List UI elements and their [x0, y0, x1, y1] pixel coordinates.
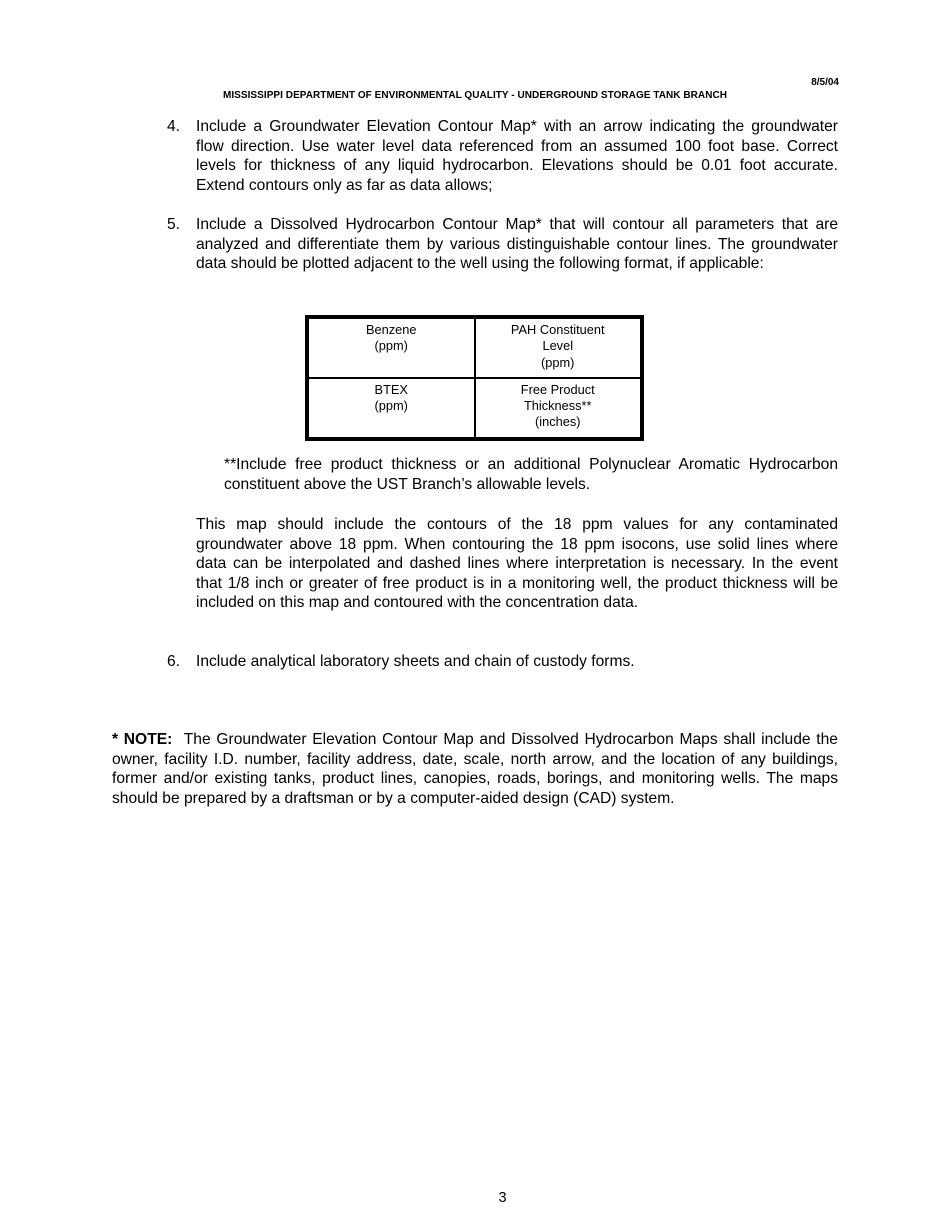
table-cell-btex: BTEX (ppm)	[307, 378, 475, 439]
note-paragraph	[112, 730, 838, 808]
list-item	[167, 117, 838, 195]
document-date: 8/5/04	[811, 77, 839, 88]
map-paragraph: This map should include the contours of the 18 ppm values for any contaminated groundwater above 18 ppm. When contouring the 18 ppm isocons, use solid lines where data can be interpolated and dashed lines where interpretation is necessary. In the event that 1/8 inch or greater of free product is in a monitoring well, the product thickness will be included on this map and contoured with the concentration data.	[196, 516, 838, 611]
data-format-table	[305, 315, 644, 441]
table-cell-free-product: Free Product Thickness** (inches)	[475, 378, 643, 439]
note-label: * NOTE:	[112, 731, 173, 748]
note-text: The Groundwater Elevation Contour Map and Dissolved Hydrocarbon Maps shall include the owner, facility I.D. number, facility address, date, scale, north arrow, and the location of any buildings, former and/or existing tanks, product lines, canopies, roads, borings, and monitoring wells. The maps should be prepared by a draftsman or by a computer-aided design (CAD) system.	[112, 731, 838, 807]
table-footnote: **Include free product thickness or an additional Polynuclear Aromatic Hydrocarbon constituent above the UST Branch’s allowable levels.	[224, 456, 838, 493]
table-cell-benzene: Benzene (ppm)	[307, 317, 475, 378]
table-row	[307, 378, 642, 439]
list-item-number: 5.	[167, 216, 181, 233]
list-item-text: Include a Dissolved Hydrocarbon Contour Map* that will contour all parameters that are analyzed and differentiate them by various distinguishable contour lines. The groundwater data should be plotted adjacent to the well using the following format, if applicable:	[196, 216, 838, 272]
list-item-number: 6.	[167, 653, 181, 670]
list-item	[167, 215, 838, 274]
table-cell-pah: PAH Constituent Level (ppm)	[475, 317, 643, 378]
page-number: 3	[498, 1190, 507, 1206]
list-item-text: Include a Groundwater Elevation Contour Map* with an arrow indicating the groundwater flow direction. Use water level data referenced from an assumed 100 foot base. Correct levels for thickness of any liquid hydrocarbon. Elevations should be 0.01 foot accurate. Extend contours only as far as data allows;	[196, 118, 838, 194]
list-item-number: 4.	[167, 118, 181, 135]
agency-header: MISSISSIPPI DEPARTMENT OF ENVIRONMENTAL QUALITY - UNDERGROUND STORAGE TANK BRANCH	[222, 90, 728, 101]
list-item-text: Include analytical laboratory sheets and chain of custody forms.	[196, 653, 635, 670]
list-item	[167, 652, 838, 672]
table-row	[307, 317, 642, 378]
